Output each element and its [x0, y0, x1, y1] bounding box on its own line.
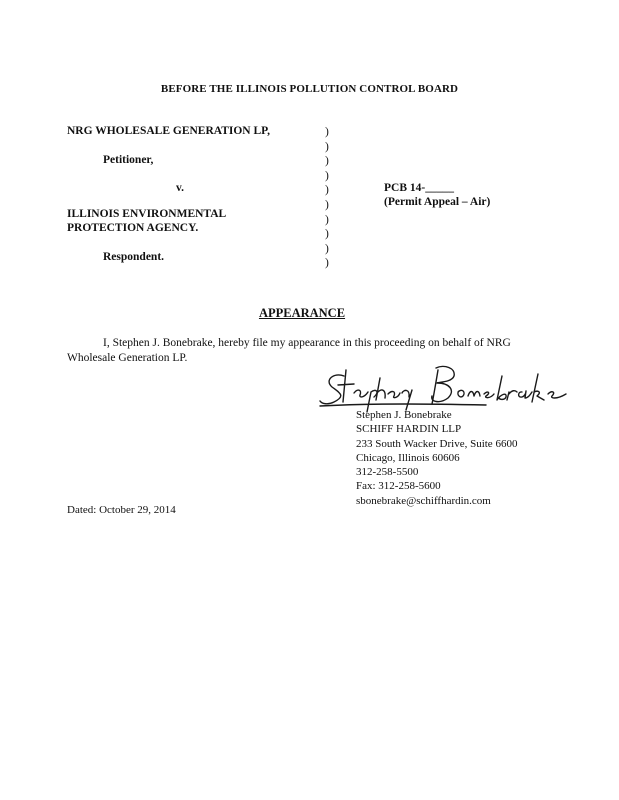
signer-name: Stephen J. Bonebrake	[356, 409, 452, 421]
handwritten-signature	[316, 360, 586, 414]
respondent-name-line2: PROTECTION AGENCY.	[67, 222, 199, 234]
caption-paren: )	[325, 184, 329, 197]
appearance-heading: APPEARANCE	[258, 306, 346, 320]
petitioner-role: Petitioner,	[103, 154, 154, 166]
signature-block	[356, 408, 517, 508]
respondent-role: Respondent.	[103, 251, 165, 263]
fax-number: Fax: 312-258-5600	[356, 480, 441, 493]
address-line2: Chicago, Illinois 60606	[356, 451, 460, 464]
address-line1: 233 South Wacker Drive, Suite 6600	[356, 437, 518, 450]
dated-line: Dated: October 29, 2014	[67, 504, 176, 516]
case-type: (Permit Appeal – Air)	[384, 196, 491, 208]
petitioner-name: NRG WHOLESALE GENERATION LP,	[67, 125, 271, 137]
appearance-body: I, Stephen J. Bonebrake, hereby file my appearance in this proceeding on behalf of NRG Wholesale Generation LP.	[67, 337, 511, 364]
phone-number: 312-258-5500	[356, 466, 419, 479]
caption-parenthesis-column	[325, 125, 329, 271]
caption-paren: )	[325, 257, 329, 270]
caption-paren: )	[325, 126, 329, 138]
email-address: sbonebrake@schiffhardin.com	[356, 494, 491, 507]
caption-paren: )	[325, 228, 329, 241]
caption-paren: )	[325, 140, 329, 153]
versus-label: v.	[176, 182, 184, 194]
document-title: BEFORE THE ILLINOIS POLLUTION CONTROL BOARD	[160, 83, 459, 95]
law-firm: SCHIFF HARDIN LLP	[356, 423, 462, 436]
respondent-name-line1: ILLINOIS ENVIRONMENTAL	[67, 208, 227, 220]
caption-paren: )	[325, 213, 329, 226]
caption-paren: )	[325, 155, 329, 168]
caption-paren: )	[325, 198, 329, 211]
caption-paren: )	[325, 169, 329, 182]
caption-paren: )	[325, 242, 329, 255]
case-number: PCB 14-_____	[384, 182, 454, 194]
